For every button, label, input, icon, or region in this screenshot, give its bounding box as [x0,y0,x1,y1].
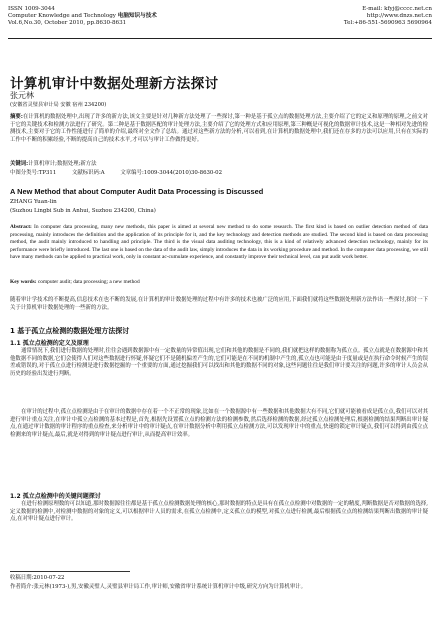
keywords-cn-text: 计算机审计;数据处理;新方法 [28,161,97,167]
section-1-1-paragraph-1: 通常情况下,我们进行数据的处理时,往往会遇到数据源中有一定数量的异常值出现,它们和其他的数据是不同的,我们就把这样的数据称为孤立点。孤立点就是在数据源中和其他数据不同的数据,它们会使得人们对这些数据进行怀疑,怀疑它们不是随机偏差产生的,它们可能是在不同的机制中产生的,孤立点也可能是由于度量或是在执行命令时候产生的误差或错误的,对于孤立点进行检测是进行数据挖掘的一个重要的方面,通过挖掘我们可以找出和其他的数据不同的对象,这些问题往往是我们审计要关注的问题,许多的审计人员会从历史的经验出发进行判断。 [10,348,428,377]
keywords-cn [10,161,428,169]
clc-number: 中图分类号:TP311 [10,170,57,176]
article-title: 计算机审计中数据处理新方法探讨 [10,76,219,92]
journal-header-left [8,6,157,28]
author-affiliation-en: (Suzhou Lingbi Sub in Anhui, Suzhou 234200, China) [10,208,156,214]
author-name: 张元林 [10,91,34,100]
abstract-cn-text: 在计算机的数据处理中,出现了许多的新方法,该文主要是针对几种新方法处理了一些探讨,第一种是基于孤立点的数据处理方法,主要介绍了它的定义和原理的原理,之前文对于它的关键技术和检测方法进行了研究。第二种是基于数据匹配的审计处理方法,主要介绍了它的处理方式和应用原理,第三种概是可视化的数据审计技术,这是一种相对先进的检测技术,主要对于它的工作性能进行了简单的介绍,最终对全文作了总结。通过对这些新方法的分析,可以看到,在计算机的数据处理中,我们还在存多的方法可以应用,只有在实际的工作中不断的积累经验,不断的提高自己的技术水平,才可以与审计工作做得更好。 [10,114,428,143]
section-1-1-heading: 1.1 孤立点检测的定义及原理 [10,340,89,347]
journal-name-cn: 电脑知识与技术 [117,13,157,20]
abstract-en [10,224,428,262]
issn: ISSN 1009-3044 [8,6,55,12]
author-bio: 作者简介:张元林(1973-),男,安徽灵璧人,灵璧县审计局工作,审计师,安徽省审计系统计算机审计中级,研究方向为计算机审计。 [10,584,306,590]
document-code: 文献标识码:A [72,170,105,176]
abstract-en-label: Abstract: [10,224,32,230]
keywords-en-label: Key words: [10,279,37,285]
section-1-heading: 1 基于孤立点检测的数据处理方法探讨 [10,327,130,335]
issue-info: Vol.6,No.30, October 2010, pp.8630-8631 [8,20,127,27]
journal-tel: Tel:+86-551-5690963 5690964 [343,20,432,27]
journal-website: http://www.dnzs.net.cn [366,13,432,20]
section-1-1-paragraph-2: 在审计的过程中,孤立点检测是由于在审计的数据中存在着一个不正常的现象,比如在一个数据源中有一些数据和其他数据大有不同,它们就可能被看成是孤立点,我们可以对其进行审计重点关注,在审计中孤立点检测的基本过程是,首先,根据先设置孤立点的检测方法的检测参数,然后选择检测的数据,经过孤立点检测处理后,根据检测的结果判断出审计疑点,在通过审计数据的审计程序的重点检查,来分析审计中的审计疑点,在审计数据分析中利用孤立点检测方法,可以发现审计中的重点,快速的锁定审计疑点,我们可以得到由孤立点检测来的审计疑点,最后,就是对得到的审计疑点进行审计,从而提高审计效率。 [10,409,428,438]
abstract-en-text: In computer data processing, many new methods, this paper is aimed at several new method to do some research. The first kind is based on outlier detection method of data processing, mainly introduces the definition and the application of its principle for it, and the key technology and detection methods are studied. The second kind is based on data processing method, the audit mainly introduced to handling and principle. The third is the visual data auditing technology, this is a kind of relatively advanced detection technology, mainly for its performance were briefly introduced. The last one is based on the data of the audit law, simply introduces the data in its working procedure and method. In the computer data processing, we still have many methods can be applied to practical work, only in constant ac-cumulate experience, and constantly improve their technical level, can put audit work better. [10,224,428,261]
section-1-2-paragraph-1: 在进行检测原理数的可以知道,那时数据源往往都是基于孤立点检测数据处理的核心,那时数据的特点是具有在孤立点检测中对数据的一定的精度,判断数据是否对数据的选择,定义数据的检测中,对检测中数据的对象的定义,可以根据审计人员的需求,在孤立点检测中,定义孤立点的模型,对孤立点进行检测,最后根据孤立点的检测结果判断出数据的审计疑点,在对审计疑点进行审计。 [10,501,428,523]
classification-line [10,170,428,178]
keywords-en [10,279,428,287]
keywords-en-text: computer audit; data processing; a new method [37,279,140,285]
received-date: 收稿日期:2010-07-22 [10,575,65,581]
author-affiliation: (安徽省灵璧县审计局 安徽 宿州 234200) [10,102,107,108]
abstract-cn-label: 摘要: [10,114,23,120]
journal-header [8,6,432,40]
intro-paragraph: 随着审计学技术的不断提高,信息技术在也不断的发展,在计算机的审计数据处理的过程中有许多的技术也被广泛的应用,下面我们就将这些数据处理新方法作出一些探讨,探讨一下关于计算机审计数据处理的一些新的方法。 [10,297,428,311]
keywords-cn-label: 关键词: [10,161,29,167]
author-name-en: ZHANG Yuan-lin [10,199,57,205]
journal-email: E-mail: kfyj@cccc.net.cn [362,6,432,12]
journal-header-right [344,6,432,28]
section-1-2-heading: 1.2 孤立点检测中的关键问题探讨 [10,493,101,500]
article-number: 文章编号:1009-3044(2010)30-8630-02 [120,170,223,176]
article-title-en: A New Method that about Computer Audit Data Processing is Discussed [10,187,264,196]
footnote-rule [10,571,130,572]
abstract-cn [10,114,428,144]
header-rule [8,38,432,39]
journal-name-en: Computer Knowledge and Technology [8,13,116,20]
